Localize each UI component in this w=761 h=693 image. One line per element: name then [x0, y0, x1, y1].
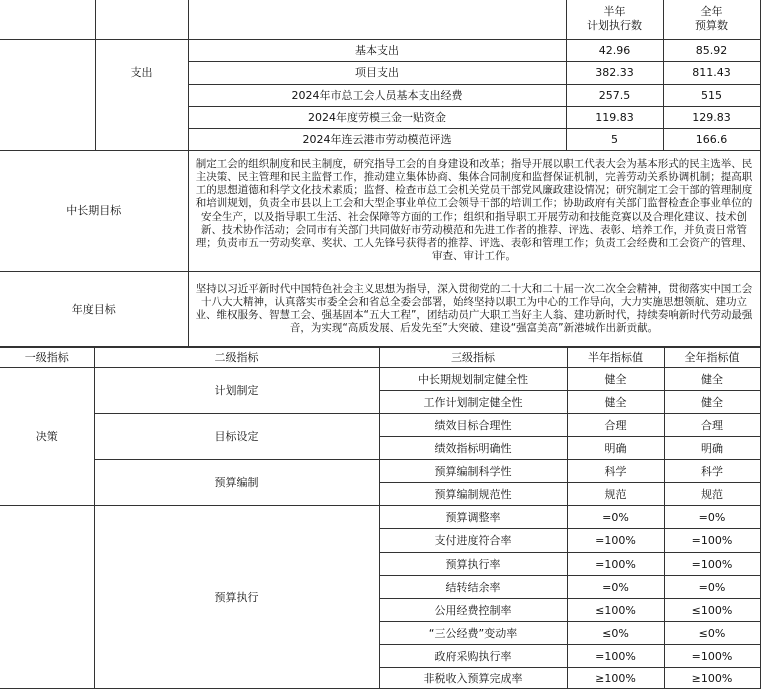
indicator-half: ≤100% [567, 599, 664, 622]
indicator-half: 健全 [567, 368, 664, 391]
expense-item-name: 基本支出 [188, 39, 566, 61]
blank-cell [188, 0, 566, 39]
header-half-value: 半年指标值 [567, 347, 664, 368]
indicator-full: =100% [664, 553, 760, 576]
header-full-value: 全年指标值 [664, 347, 760, 368]
indicator-full: ≥100% [664, 668, 760, 689]
indicator-half: 明确 [567, 437, 664, 460]
level1-blank [0, 506, 94, 689]
indicator-half: =100% [567, 529, 664, 553]
indicator-name: 结转结余率 [379, 576, 567, 599]
indicator-half: 健全 [567, 391, 664, 414]
indicator-half: 规范 [567, 483, 664, 506]
indicator-half: 科学 [567, 460, 664, 483]
mid-long-goal-text: 制定工会的组织制度和民主制度，研究指导工会的自身建设和改革；指导开展以职工代表大会为基本形式的民主选举、民主决策、民主管理和民主监督工作，推动建立集体协商、集体合同制度和监督保证机制，完善劳动关系协调机制；提高职工的思想道德和科学文化技术素质；监督、检查市总工会机关党员干部党风廉政建设情况；研究制定工会干部的管理制度和培训规划，负责全市县以上工会和大型企事业单位工会领导干部的培训工作；协助政府有关部门监督检查企事业单位的安全生产，以及指导职工生活、社会保障等方面的工作；组织和指导职工开展劳动和技能竞赛以及合理化建议、技术创新、技术协作活动；会同市有关部门共同做好市劳动模范和先进工作者的推荐、评选、表彰、培养工作，并负责日常管理；负责市五一劳动奖章、奖状、工人先锋号获得者的推荐、评选、表彰和管理工作；负责工会经费和工会资产的管理、审查、审计工作。 [188, 150, 760, 271]
level2-plan: 计划制定 [94, 368, 379, 414]
indicator-name: 预算执行率 [379, 553, 567, 576]
indicator-name: 绩效指标明确性 [379, 437, 567, 460]
indicator-name: 预算调整率 [379, 506, 567, 529]
header-full-year [663, 0, 760, 39]
expense-item-full: 129.83 [663, 106, 760, 128]
indicator-full: ≤0% [664, 622, 760, 645]
indicator-half: ≤0% [567, 622, 664, 645]
indicator-full: =100% [664, 645, 760, 668]
indicator-half: =100% [567, 645, 664, 668]
expense-item-full: 515 [663, 84, 760, 106]
header-half-year-line2: 计划执行数 [587, 19, 642, 33]
header-full-year-line1: 全年 [700, 5, 723, 19]
indicator-half: 合理 [567, 414, 664, 437]
expense-item-half: 42.96 [566, 39, 663, 61]
indicator-full: =100% [664, 529, 760, 553]
expense-item-half: 5 [566, 128, 663, 150]
indicator-name: 预算编制规范性 [379, 483, 567, 506]
level2-target: 目标设定 [94, 414, 379, 460]
indicator-full: ≤100% [664, 599, 760, 622]
indicator-half: =100% [567, 553, 664, 576]
expense-item-full: 166.6 [663, 128, 760, 150]
header-level3: 三级指标 [379, 347, 567, 368]
expense-item-name: 2024年度劳模三金一贴资金 [188, 106, 566, 128]
level2-budget-prep: 预算编制 [94, 460, 379, 506]
header-full-year-line2: 预算数 [695, 19, 728, 33]
indicator-half: =0% [567, 506, 664, 529]
indicator-full: =0% [664, 576, 760, 599]
indicator-full: 科学 [664, 460, 760, 483]
blank-cell [0, 39, 95, 150]
header-level1: 一级指标 [0, 347, 94, 368]
annual-goal-text: 坚持以习近平新时代中国特色社会主义思想为指导，深入贯彻党的二十大和二十届一次二次全会精神，贯彻落实中国工会十八大大精神，认真落实市委全会和省总全委会部署，始终坚持以职工为中心的工作导向，大力实施思想领航、建功立业、维权服务、智慧工会、强基固本“五大工程”，团结动员广大职工当好主人翁、建功新时代，持续奏响新时代劳动最强音，为实现“高质发展、后发先至”大突破、建设“强富美高”新港城作出新贡献。 [188, 271, 760, 347]
indicator-full: 合理 [664, 414, 760, 437]
expense-item-half: 257.5 [566, 84, 663, 106]
header-half-year-line1: 半年 [603, 5, 626, 19]
blank-cell [95, 0, 188, 39]
indicator-full: =0% [664, 506, 760, 529]
indicator-name: 绩效目标合理性 [379, 414, 567, 437]
header-level2: 二级指标 [94, 347, 379, 368]
mid-long-goal-label: 中长期目标 [0, 150, 188, 271]
indicator-half: ≥100% [567, 668, 664, 689]
expense-item-name: 项目支出 [188, 61, 566, 84]
indicator-full: 明确 [664, 437, 760, 460]
indicator-name: 政府采购执行率 [379, 645, 567, 668]
indicator-name: 中长期规划制定健全性 [379, 368, 567, 391]
indicator-name: “三公经费”变动率 [379, 622, 567, 645]
indicator-full: 健全 [664, 368, 760, 391]
expense-item-name: 2024年连云港市劳动模范评选 [188, 128, 566, 150]
expense-item-name: 2024年市总工会人员基本支出经费 [188, 84, 566, 106]
level2-budget-exec: 预算执行 [94, 506, 379, 689]
blank-cell [0, 0, 95, 39]
indicator-full: 健全 [664, 391, 760, 414]
annual-goal-label: 年度目标 [0, 271, 188, 347]
expense-item-half: 119.83 [566, 106, 663, 128]
level1-decision: 决策 [0, 368, 94, 506]
indicator-table [0, 346, 761, 689]
indicator-full: 规范 [664, 483, 760, 506]
expense-item-full: 811.43 [663, 61, 760, 84]
indicator-name: 支付进度符合率 [379, 529, 567, 553]
indicator-name: 非税收入预算完成率 [379, 668, 567, 689]
expense-label: 支出 [95, 39, 188, 150]
indicator-half: =0% [567, 576, 664, 599]
indicator-name: 工作计划制定健全性 [379, 391, 567, 414]
expense-item-full: 85.92 [663, 39, 760, 61]
expense-item-half: 382.33 [566, 61, 663, 84]
indicator-name: 公用经费控制率 [379, 599, 567, 622]
header-half-year [566, 0, 663, 39]
indicator-name: 预算编制科学性 [379, 460, 567, 483]
